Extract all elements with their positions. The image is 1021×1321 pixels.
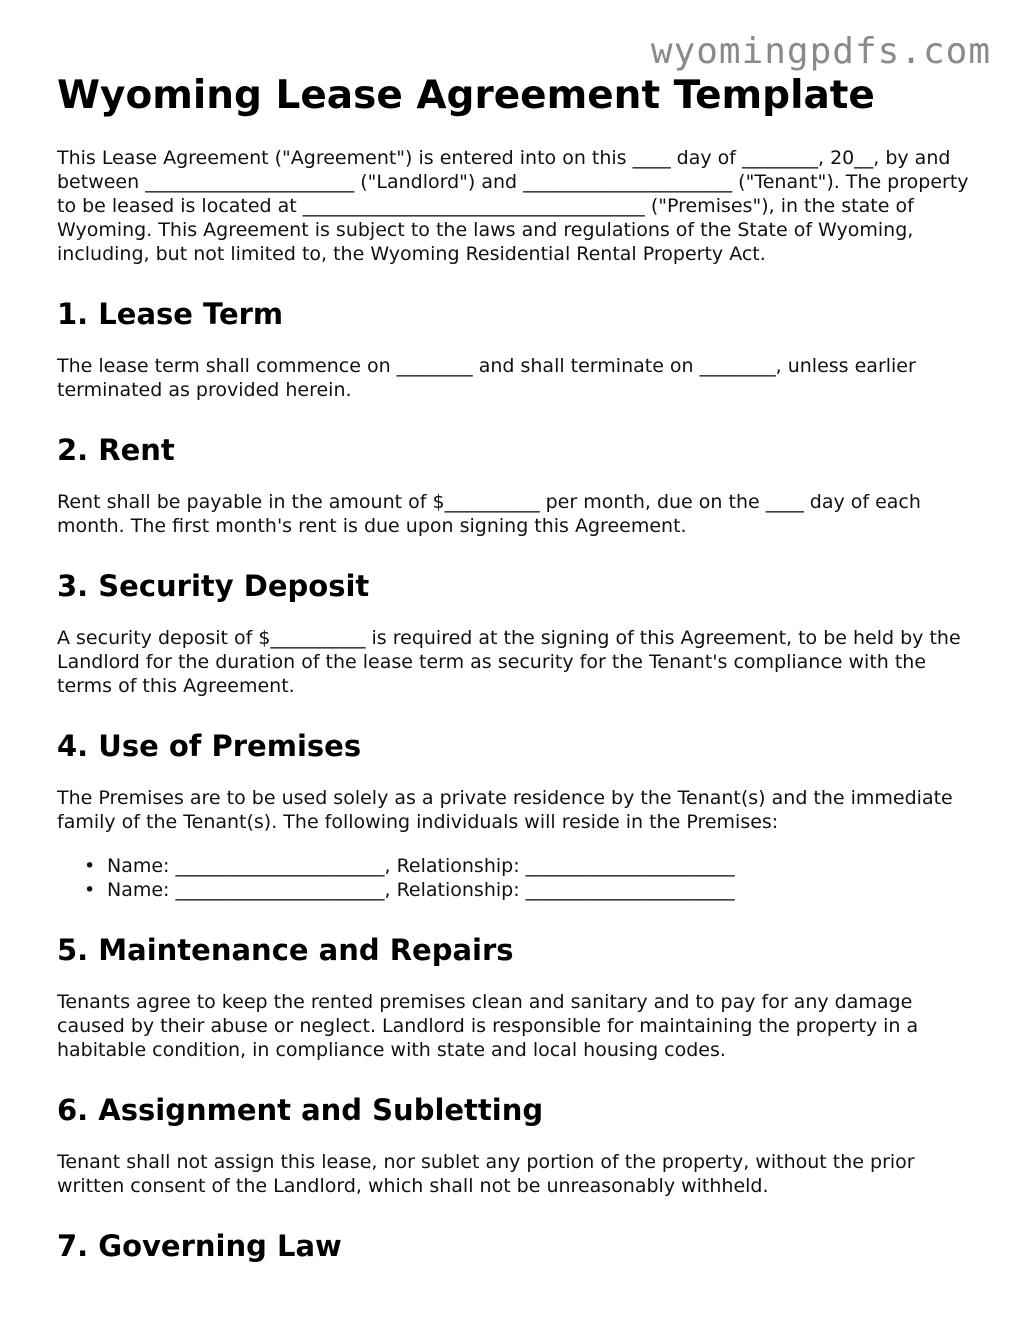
section-heading: 5. Maintenance and Repairs bbox=[57, 933, 514, 967]
document-page bbox=[57, 72, 972, 1286]
section-heading: 7. Governing Law bbox=[57, 1229, 342, 1263]
section-body: The lease term shall commence on ________ and shall terminate on ________, unless earlier terminated as provided herein. bbox=[57, 355, 916, 401]
list-item bbox=[84, 878, 972, 902]
section-heading: 3. Security Deposit bbox=[57, 569, 370, 603]
section-heading: 4. Use of Premises bbox=[57, 729, 362, 763]
section-assignment-subletting bbox=[57, 1092, 972, 1198]
section-body: The Premises are to be used solely as a private residence by the Tenant(s) and the immediate family of the Tenant(s). The following individuals will reside in the Premises: bbox=[57, 787, 953, 833]
bullet-icon: • bbox=[84, 855, 96, 877]
list-item bbox=[84, 854, 972, 878]
section-maintenance-repairs bbox=[57, 932, 972, 1062]
section-rent bbox=[57, 432, 972, 538]
section-body: Tenants agree to keep the rented premises clean and sanitary and to pay for any damage caused by their abuse or neglect. Landlord is responsible for maintaining the property in a habitable condition, in compliance with state and local housing codes. bbox=[57, 991, 919, 1061]
bullet-icon: • bbox=[84, 879, 96, 901]
section-body: Rent shall be payable in the amount of $__________ per month, due on the ____ day of each month. The first month's rent is due upon signing this Agreement. bbox=[57, 491, 921, 537]
section-heading: 6. Assignment and Subletting bbox=[57, 1093, 544, 1127]
section-heading: 2. Rent bbox=[57, 433, 175, 467]
list-item-text: Name: ______________________, Relationship: ______________________ bbox=[107, 855, 735, 877]
section-use-of-premises bbox=[57, 728, 972, 902]
intro-paragraph: This Lease Agreement ("Agreement") is entered into on this ____ day of ________, 20__, by and between ______________________ ("Landlord") and ______________________ ("Tenant"). The property to be leased is located at ____________________________________ ("Premises"), in the state of Wyoming. This Agreement is subject to the laws and regulations of the State of Wyoming, including, but not limited to, the Wyoming Residential Rental Property Act. bbox=[57, 147, 969, 265]
section-lease-term bbox=[57, 296, 972, 402]
section-body: Tenant shall not assign this lease, nor sublet any portion of the property, without the prior written consent of the Landlord, which shall not be unreasonably withheld. bbox=[57, 1151, 915, 1197]
watermark: wyomingpdfs.com bbox=[650, 31, 991, 72]
section-governing-law bbox=[57, 1228, 972, 1264]
section-body: A security deposit of $__________ is required at the signing of this Agreement, to be held by the Landlord for the duration of the lease term as security for the Tenant's compliance with the terms of this Agreement. bbox=[57, 627, 961, 697]
resident-list bbox=[57, 854, 972, 902]
section-security-deposit bbox=[57, 568, 972, 698]
section-heading: 1. Lease Term bbox=[57, 297, 284, 331]
list-item-text: Name: ______________________, Relationship: ______________________ bbox=[107, 879, 735, 901]
document-title: Wyoming Lease Agreement Template bbox=[57, 73, 875, 118]
